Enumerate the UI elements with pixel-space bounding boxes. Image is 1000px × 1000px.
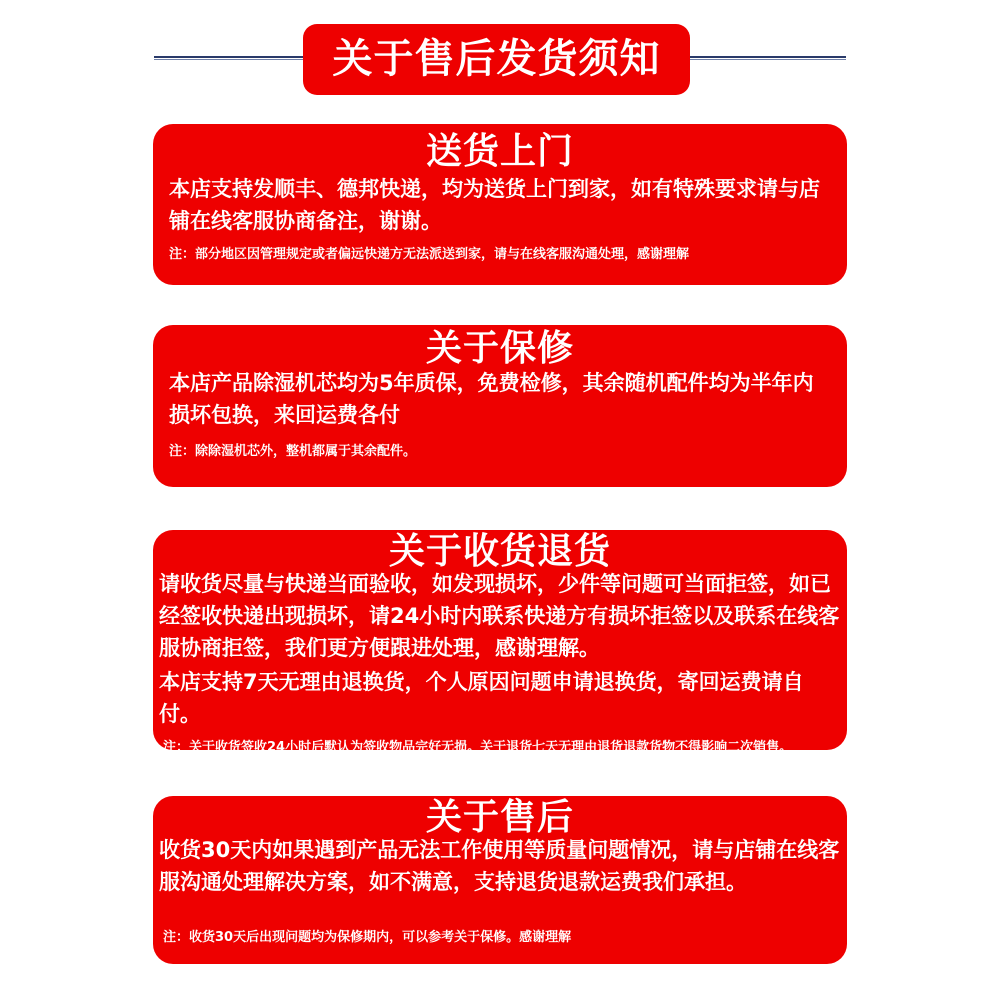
section-body: 本店支持发顺丰、德邦快递，均为送货上门到家，如有特殊要求请与店铺在线客服协商备注，谢谢。 (169, 177, 820, 233)
section-after-sales (153, 796, 847, 964)
section-note: 注：除除湿机芯外，整机都属于其余配件。 (169, 444, 417, 459)
title-divider-left (154, 56, 304, 60)
section-title: 关于售后 (425, 797, 574, 838)
section-home-delivery (153, 124, 847, 285)
section-receipt-return (153, 530, 847, 755)
section-note: 注：部分地区因管理规定或者偏远快递方无法派送到家，请与在线客服沟通处理，感谢理解 (169, 247, 690, 262)
section-body: 请收货尽量与快递当面验收，如发现损坏，少件等问题可当面拒签，如已经签收快递出现损坏，请24小时内联系快递方有损坏拒签以及联系在线客服协商拒签，我们更方便跟进处理，感谢理解。 (159, 572, 840, 660)
section-note: 注：收货30天后出现问题均为保修期内，可以参考关于保修。感谢理解 (163, 930, 572, 945)
page-title: 关于售后发货须知 (303, 24, 690, 95)
section-body: 本店产品除湿机芯均为5年质保，免费检修，其余随机配件均为半年内损坏包换，来回运费各付 (169, 371, 814, 427)
title-divider-right (690, 56, 846, 60)
section-title: 送货上门 (425, 131, 574, 172)
section-note: 注：关于收货签收24小时后默认为签收物品完好无损。关于退货七天无理由退货退款货物不得影响二次销售。 (163, 740, 793, 755)
section-title: 关于保修 (425, 328, 574, 369)
section-body-policy: 本店支持7天无理由退换货，个人原因问题申请退换货，寄回运费请自付。 (159, 670, 804, 726)
section-body: 收货30天内如果遇到产品无法工作使用等质量问题情况，请与店铺在线客服沟通处理解决方案，如不满意，支持退货退款运费我们承担。 (159, 838, 840, 894)
section-title: 关于收货退货 (388, 531, 611, 572)
section-warranty (153, 325, 847, 487)
section-body-group (153, 568, 847, 730)
